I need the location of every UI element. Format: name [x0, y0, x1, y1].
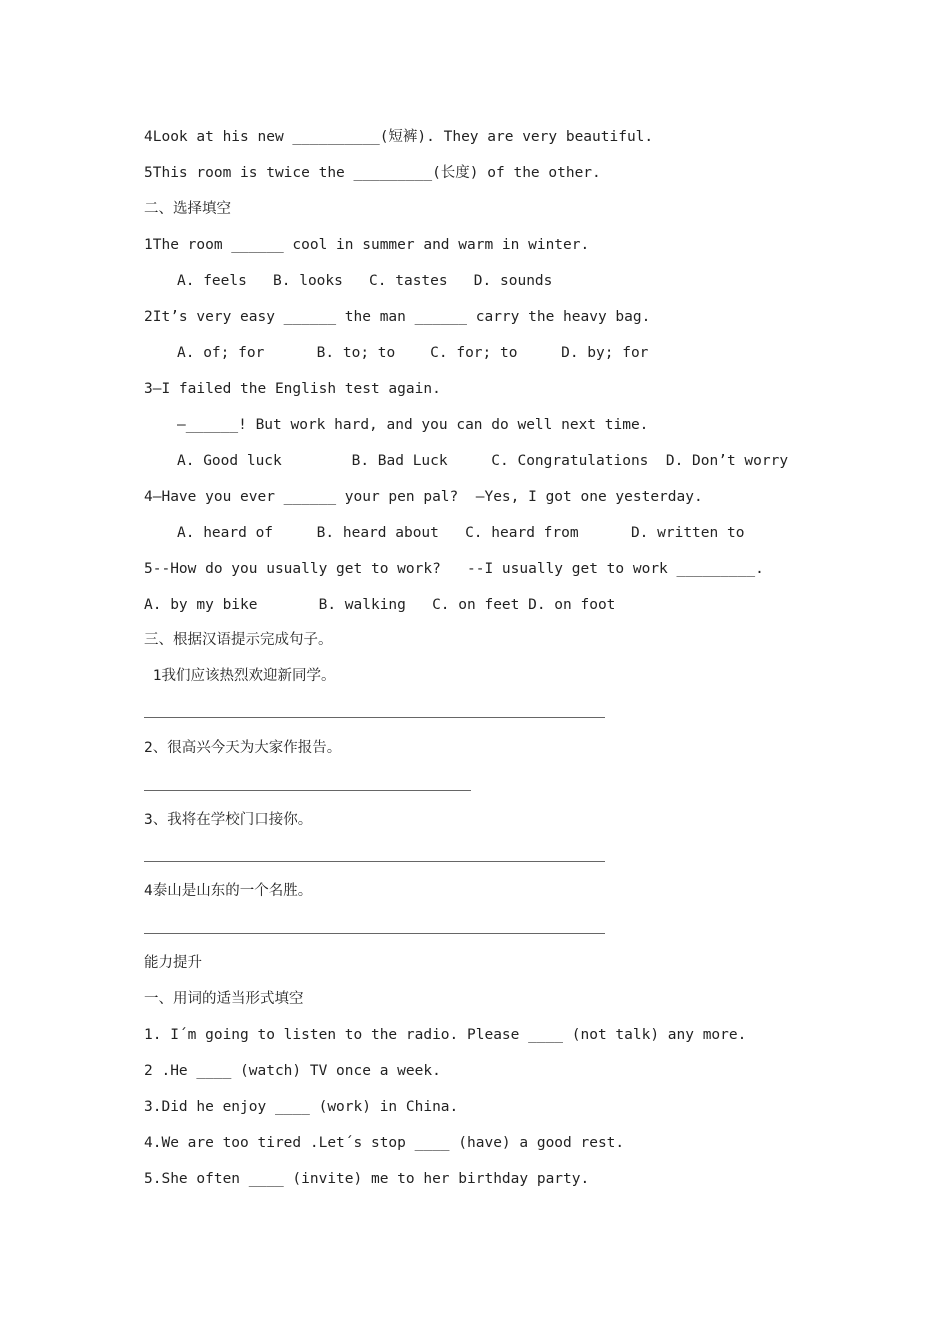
translation-prompt-2: 2、很高兴今天为大家作报告。 — [144, 740, 342, 756]
translation-prompt-4: 4泰山是山东的一个名胜。 — [144, 883, 313, 899]
mc-question-3-options: A. Good luck B. Bad Luck C. Congratulations D. Don’t worry — [177, 453, 789, 469]
ability-heading: 能力提升 — [144, 955, 202, 971]
translation-prompt-3: 3、我将在学校门口接你。 — [144, 812, 313, 828]
fill-question-5: 5.She often ____ (invite) me to her birthday party. — [144, 1171, 590, 1187]
fill-question-3: 3.Did he enjoy ____ (work) in China. — [144, 1099, 459, 1115]
mc-question-1: 1The room ______ cool in summer and warm in winter. — [144, 237, 590, 253]
fill-question-1: 1. I´m going to listen to the radio. Please ____ (not talk) any more. — [144, 1027, 747, 1043]
mc-question-5: 5--How do you usually get to work? --I usually get to work _________. — [144, 561, 764, 577]
mc-question-3: 3—I failed the English test again. — [144, 381, 441, 397]
section-3-heading: 三、根据汉语提示完成句子。 — [144, 632, 333, 648]
fill-question-2: 2 .He ____ (watch) TV once a week. — [144, 1063, 441, 1079]
answer-line-1 — [144, 717, 605, 718]
mc-question-3-reply: —______! But work hard, and you can do well next time. — [177, 417, 649, 433]
answer-line-2 — [144, 790, 471, 791]
mc-question-1-options: A. feels B. looks C. tastes D. sounds — [177, 273, 553, 289]
answer-line-4 — [144, 933, 605, 934]
translation-prompt-1: 1我们应该热烈欢迎新同学。 — [144, 668, 336, 684]
prev-question-4: 4Look at his new __________(短裤). They are very beautiful. — [144, 129, 654, 145]
mc-question-4-options: A. heard of B. heard about C. heard from D. written to — [177, 525, 745, 541]
mc-question-4: 4—Have you ever ______ your pen pal? —Yes, I got one yesterday. — [144, 489, 703, 505]
mc-question-5-options: A. by my bike B. walking C. on feet D. on foot — [144, 597, 616, 613]
prev-question-5: 5This room is twice the _________(长度) of the other. — [144, 165, 601, 181]
ability-subheading: 一、用词的适当形式填空 — [144, 991, 304, 1007]
section-2-heading: 二、选择填空 — [144, 201, 231, 217]
fill-question-4: 4.We are too tired .Let´s stop ____ (have) a good rest. — [144, 1135, 625, 1151]
mc-question-2: 2It’s very easy ______ the man ______ carry the heavy bag. — [144, 309, 651, 325]
mc-question-2-options: A. of; for B. to; to C. for; to D. by; for — [177, 345, 649, 361]
answer-line-3 — [144, 861, 605, 862]
